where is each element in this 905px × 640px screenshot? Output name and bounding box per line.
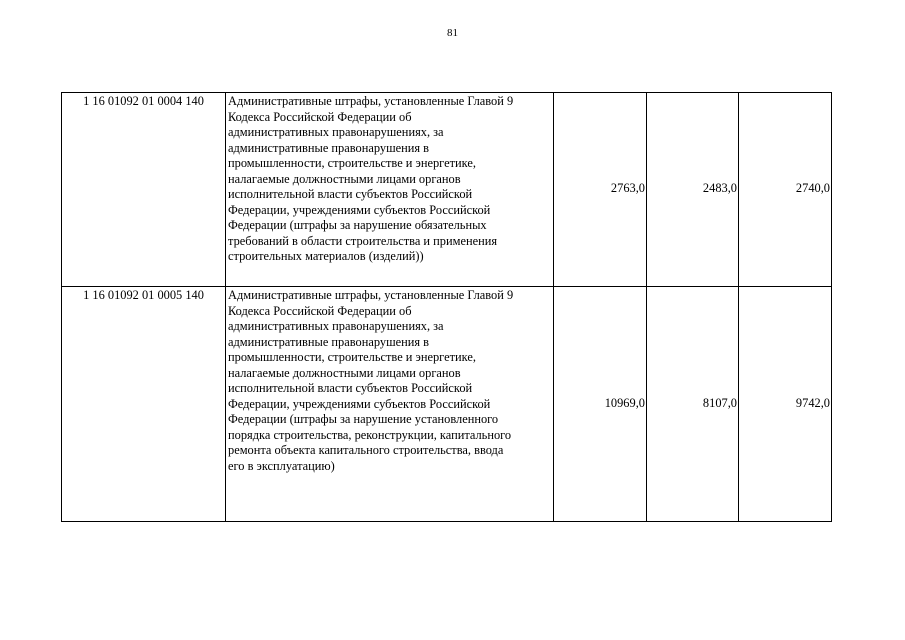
- amount-cell: 10969,0: [554, 287, 647, 522]
- description-line: административных правонарушениях, за: [228, 319, 444, 333]
- description-line: ремонта объекта капитального строительства, ввода: [228, 443, 504, 457]
- table-row: [62, 93, 832, 287]
- budget-table: [61, 92, 832, 522]
- description-line: Кодекса Российской Федерации об: [228, 109, 412, 124]
- revenue-description: [226, 287, 554, 522]
- description-line: административные правонарушения в: [228, 334, 430, 349]
- amount-cell: 2740,0: [739, 93, 832, 287]
- amount-cell: 2483,0: [647, 93, 739, 287]
- description-line: Административные штрафы, установленные Главой 9: [228, 288, 514, 302]
- table-row: [62, 287, 832, 522]
- amount-cell: 2763,0: [554, 93, 647, 287]
- description-line: исполнительной власти субъектов Российской: [228, 381, 473, 395]
- description-line: требований в области строительства и применения: [228, 233, 498, 248]
- description-line: промышленности, строительстве и энергетике,: [228, 156, 476, 170]
- description-line: его в эксплуатацию): [228, 458, 335, 473]
- description-line: Федерации (штрафы за нарушение обязательных: [228, 218, 487, 232]
- description-line: промышленности, строительстве и энергетике,: [228, 350, 476, 364]
- description-line: порядка строительства, реконструкции, капитального: [228, 427, 512, 442]
- description-line: административных правонарушениях, за: [228, 125, 444, 139]
- description-line: административные правонарушения в: [228, 140, 430, 155]
- description-line: Федерации, учреждениями субъектов Российской: [228, 396, 491, 411]
- description-line: Федерации, учреждениями субъектов Российской: [228, 202, 491, 217]
- description-line: Федерации (штрафы за нарушение установленного: [228, 412, 499, 426]
- budget-classification-code: 1 16 01092 01 0004 140: [62, 93, 226, 287]
- description-line: Кодекса Российской Федерации об: [228, 303, 412, 318]
- description-line: строительных материалов (изделий)): [228, 249, 424, 263]
- amount-cell: 9742,0: [739, 287, 832, 522]
- description-line: налагаемые должностными лицами органов: [228, 365, 461, 380]
- budget-classification-code: 1 16 01092 01 0005 140: [62, 287, 226, 522]
- amount-cell: 8107,0: [647, 287, 739, 522]
- description-line: налагаемые должностными лицами органов: [228, 171, 461, 186]
- description-line: Административные штрафы, установленные Главой 9: [228, 94, 514, 108]
- description-line: исполнительной власти субъектов Российской: [228, 187, 473, 201]
- page-number: 81: [447, 27, 458, 39]
- revenue-description: [226, 93, 554, 287]
